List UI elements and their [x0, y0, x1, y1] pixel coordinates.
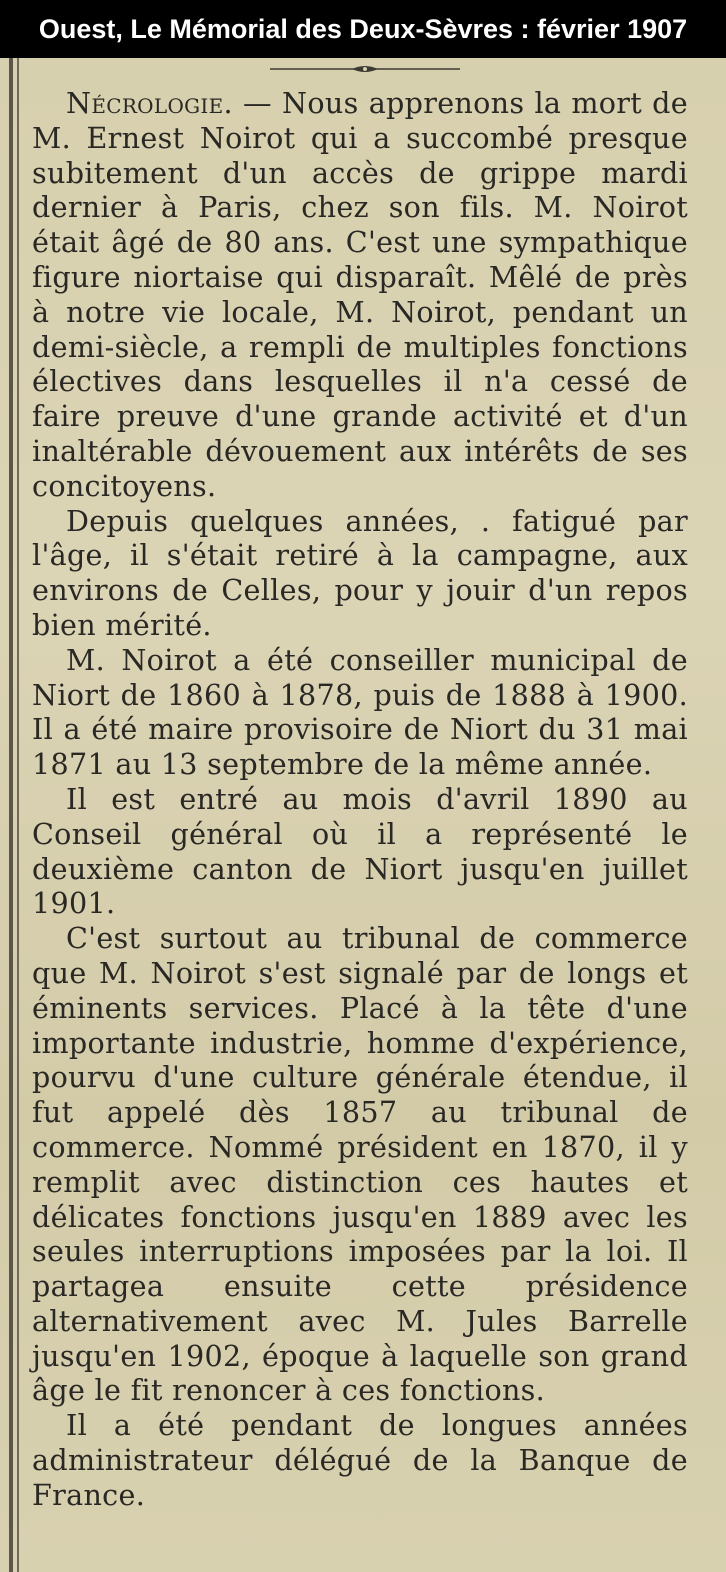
article-paragraph: Il a été pendant de longues années administrateur délégué de la Banque de France.: [32, 1408, 688, 1512]
column-rule-thin: [17, 58, 19, 1572]
window-title-bar: [0, 0, 726, 58]
paragraph-text: — Nous apprenons la mort de M. Ernest Noirot qui a succombé presque subitement d'un accès de grippe mardi dernier à Paris, chez son fils. M. Noirot était âgé de 80 ans. C'est une sympathique figure niortaise qui disparaît. Mêlé de près à notre vie locale, M. Noirot, pendant un demi-siècle, a rempli de multiples fonctions électives dans lesquelles il n'a cessé de faire preuve d'une grande activité et d'un inaltérable dévouement aux intérêts de ses concitoyens.: [32, 86, 689, 503]
article-paragraph: Depuis quelques années, . fatigué par l'âge, il s'était retiré à la campagne, aux environs de Celles, pour y jouir d'un repos bien mérité.: [32, 503, 688, 642]
separator-ornament-icon: [270, 64, 460, 74]
obituary-article: [32, 86, 688, 1513]
newspaper-scan: [0, 58, 726, 1572]
article-paragraph: M. Noirot a été conseiller municipal de Niort de 1860 à 1878, puis de 1888 à 1900. Il a été maire provisoire de Niort du 31 mai 1871 au 13 septembre de la même année.: [32, 642, 688, 782]
article-paragraph: [32, 86, 688, 504]
page-title: Ouest, Le Mémorial des Deux-Sèvres : février 1907: [38, 14, 688, 44]
article-paragraph: C'est surtout au tribunal de commerce que M. Noirot s'est signalé par de longs et éminents services. Placé à la tête d'une importante industrie, homme d'expérience, pourvu d'une culture générale étendue, il fut appelé dès 1857 au tribunal de commerce. Nommé président en 1870, il y remplit avec distinction ces hautes et délicates fonctions jusqu'en 1889 avec les seules interruptions imposées par la loi. Il partagea ensuite cette présidence alternativement avec M. Jules Barrelle jusqu'en 1902, époque à laquelle son grand âge le fit renoncer à ces fonctions.: [32, 921, 688, 1408]
column-rule: [9, 58, 13, 1572]
article-paragraph: Il est entré au mois d'avril 1890 au Conseil général où il a représenté le deuxième canton de Niort jusqu'en juillet 1901.: [32, 781, 688, 921]
section-label: Nécrologie.: [66, 86, 233, 120]
